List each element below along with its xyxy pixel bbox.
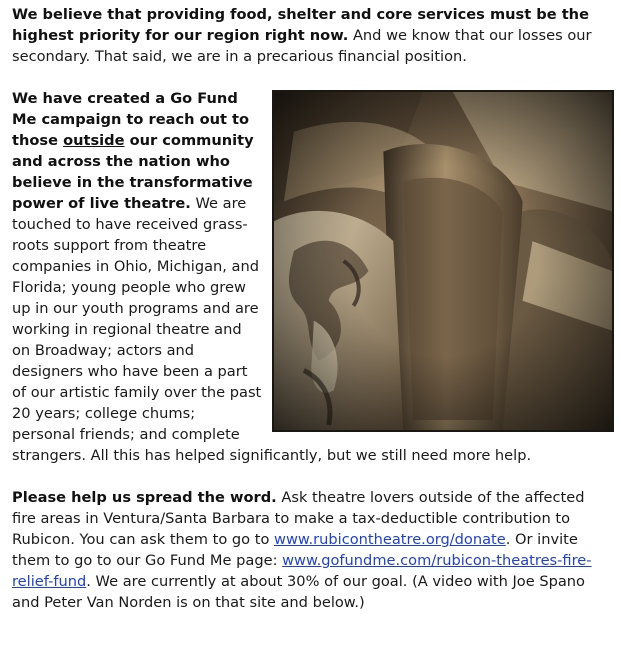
spread-word-text-a: Ask theatre lovers outside of the affected fire areas in Ventura/Santa Barbara to make a tax-deductible contribution to Rubicon. You can ask them to go to <box>12 489 585 548</box>
theatre-seat-armrest-photo <box>274 92 612 430</box>
spread-word-text-b: . Or invite them to go to our Go Fund Me page: <box>12 531 578 569</box>
support-text: We are touched to have received grass-roots support from theatre companies in Ohio, Michigan, and Florida; young people who grew up in our youth programs and are working in regional theatre and on Broadway; actors and designers who have been a part of our artistic family over the past 20 years; college chums; personal friends; and complete strangers. All this has helped significantly, but we still need more help. <box>12 195 532 464</box>
paragraph-spread-word <box>12 487 612 613</box>
spread-word-text-c: . We are currently at about 30% of our goal. (A video with Joe Spano and Peter Van Norden is on that site and below.) <box>12 573 585 611</box>
document-body <box>12 4 612 613</box>
spread-word-heading: Please help us spread the word. <box>12 489 277 506</box>
outside-emphasis: outside <box>63 132 125 149</box>
gofundme-intro-b: our community and across the nation who believe in the transformative power of live theatre. <box>12 132 254 212</box>
financial-position-text: And we know that our losses our secondary. That said, we are in a precarious financial position. <box>12 27 592 65</box>
theatre-seat-photo <box>272 90 614 432</box>
gofundme-intro-a: We have created a Go Fund Me campaign to reach out to those <box>12 90 250 149</box>
priority-statement: We believe that providing food, shelter and core services must be the highest priority for our region right now. <box>12 6 589 44</box>
paragraph-priority <box>12 4 612 67</box>
gofundme-link[interactable]: www.gofundme.com/rubicon-theatres-fire-relief-fund <box>12 552 592 590</box>
donate-link[interactable]: www.rubicontheatre.org/donate <box>274 531 506 548</box>
